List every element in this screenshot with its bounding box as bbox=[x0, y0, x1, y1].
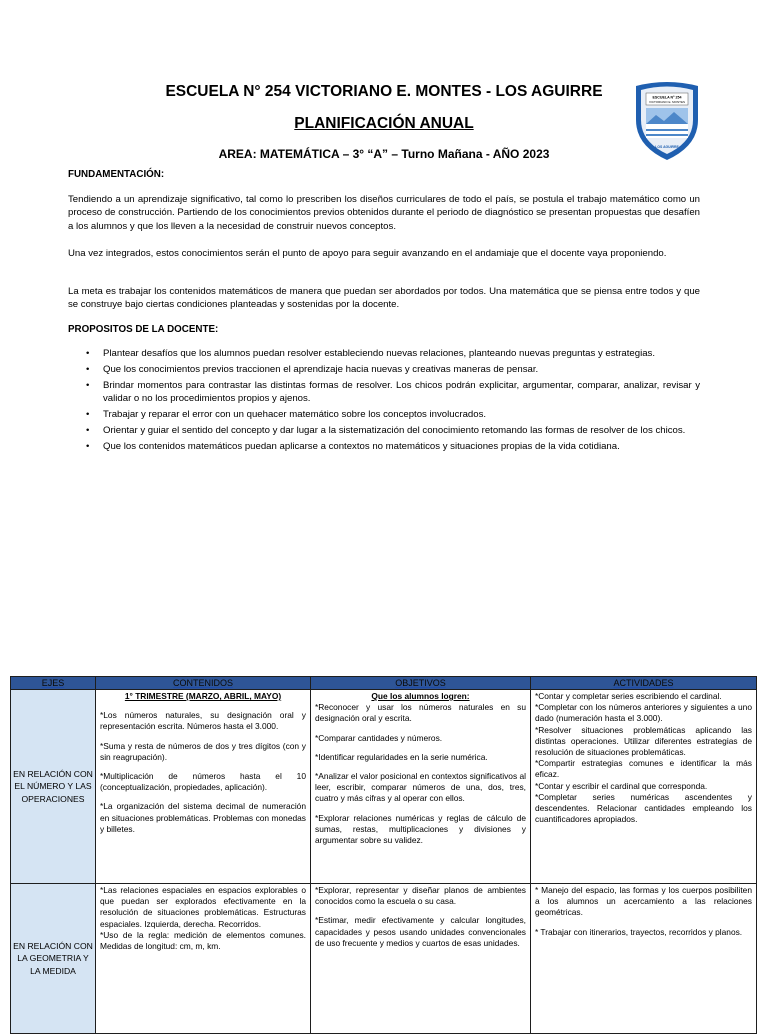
svg-text:LOS AGUIRRE: LOS AGUIRRE bbox=[655, 145, 679, 149]
header-ejes: EJES bbox=[11, 677, 96, 690]
objetivo-item: *Identificar regularidades en la serie numérica. bbox=[315, 751, 488, 762]
objetivo-item: *Reconocer y usar los números naturales en su designación oral y escrita. bbox=[315, 702, 526, 724]
actividad-item: *Resolver situaciones problemáticas aplicando las distintas operaciones. Utilizar diferentes estrategias de resolución de situaciones problemáticas. bbox=[535, 724, 752, 758]
table-row bbox=[11, 884, 757, 1034]
fundamentacion-paragraph-1: Tendiendo a un aprendizaje significativo, tal como lo prescriben los diseños curriculares de todo el país, se postula el trabajo matemático como un proceso de construcción. Partiendo de los conocimientos previos obtenidos durante el periodo de diagnóstico se presentan propuestas que desafíen a los alumnos y que los lleven a la necesidad de construir nuevos conceptos. bbox=[68, 194, 700, 232]
objetivos-heading: Que los alumnos logren: bbox=[371, 691, 470, 701]
list-item: • Que los conocimientos previos traccionen el aprendizaje hacia nuevas y creativas maneras de pensar. bbox=[68, 363, 700, 376]
eje-numero: EN RELACIÓN CON EL NÚMERO Y LAS OPERACIONES bbox=[11, 690, 96, 884]
objetivo-item: *Comparar cantidades y números. bbox=[315, 732, 443, 743]
actividades-cell bbox=[531, 884, 757, 1034]
header-actividades: ACTIVIDADES bbox=[531, 677, 757, 690]
actividad-item: *Contar y completar series escribiendo el cardinal. bbox=[535, 691, 722, 701]
contenido-item: *Los números naturales, su designación oral y representación escrita. Números hasta el 3.000. bbox=[100, 710, 306, 732]
list-item: • Plantear desafíos que los alumnos puedan resolver estableciendo nuevas relaciones, planteando nuevas preguntas y estrategias. bbox=[68, 347, 700, 360]
actividad-item: *Completar series numéricas ascendentes y descendentes. Relacionar cantidades empleando los cuantificadores apropiados. bbox=[535, 791, 752, 825]
actividad-item: *Completar con los números anteriores y siguientes a uno dado (numeración hasta el 3.000). bbox=[535, 702, 752, 724]
list-item: • Que los contenidos matemáticos puedan aplicarse a contextos no matemáticos y situaciones propias de la vida cotidiana. bbox=[68, 440, 700, 453]
eje-geometria: EN RELACIÓN CON LA GEOMETRIA Y LA MEDIDA bbox=[11, 884, 96, 1034]
svg-text:VICTORIANO E. MONTES: VICTORIANO E. MONTES bbox=[649, 100, 685, 104]
contenido-item: *Uso de la regla: medición de elementos comunes. Medidas de longitud: cm, m, km. bbox=[100, 929, 306, 952]
planning-table bbox=[10, 676, 757, 1034]
contenido-item: *Las relaciones espaciales en espacios explorables o que puedan ser explorados efectivamente en la resolución de situaciones problemáticas. Estructuras espaciales. Izquierda, derecha. Recorridos. bbox=[100, 885, 306, 929]
objetivo-item: *Estimar, medir efectivamente y calcular longitudes, capacidades y pesos usando unidades convencionales de uso frecuente y medios y cuartos de esas unidades. bbox=[315, 915, 526, 948]
objetivo-item: *Analizar el valor posicional en contextos significativos al leer, escribir, comparar números de una, dos, tres, cuatro y más cifras y al operar con ellos. bbox=[315, 771, 526, 804]
objetivo-item: *Explorar relaciones numéricas y reglas de cálculo de sumas, restas, multiplicaciones y divisiones y argumentar sobre su validez. bbox=[315, 812, 526, 846]
propositos-heading: PROPOSITOS DE LA DOCENTE: bbox=[68, 324, 219, 335]
list-item: • Orientar y guiar el sentido del concepto y dar lugar a la sistematización del conocimiento retomando las formas de resolver de los chicos. bbox=[68, 424, 700, 437]
table-row bbox=[11, 690, 757, 884]
svg-text:ESCUELA Nº 254: ESCUELA Nº 254 bbox=[652, 95, 682, 100]
contenidos-cell bbox=[96, 690, 311, 884]
header-contenidos: CONTENIDOS bbox=[96, 677, 311, 690]
actividad-item: * Trabajar con itinerarios, trayectos, recorridos y planos. bbox=[535, 926, 743, 937]
fundamentacion-paragraph-3: La meta es trabajar los contenidos matemáticos de manera que puedan ser abordados por todos. Una matemática que se piensa entre todos y que se construye bajo ciertas condiciones planteadas y sostenidas por la docente. bbox=[68, 286, 700, 311]
objetivos-cell bbox=[311, 884, 531, 1034]
header-objetivos: OBJETIVOS bbox=[311, 677, 531, 690]
objetivo-item: *Explorar, representar y diseñar planos de ambientes conocidos como la escuela o su casa. bbox=[315, 885, 526, 907]
list-item: • Trabajar y reparar el error con un quehacer matemático sobre los conceptos involucrados. bbox=[68, 408, 700, 421]
school-crest-logo bbox=[632, 80, 702, 162]
area-subtitle: AREA: MATEMÁTICA – 3° “A” – Turno Mañana - AÑO 2023 bbox=[218, 147, 550, 161]
contenido-item: *Suma y resta de números de dos y tres dígitos (con y sin reagrupación). bbox=[100, 740, 306, 762]
actividad-item: * Manejo del espacio, las formas y los cuerpos posibiliten a los alumnos un acercamiento a las relaciones geométricas. bbox=[535, 885, 752, 918]
actividad-item: *Contar y escribir el cardinal que corresponda. bbox=[535, 780, 708, 791]
actividad-item: *Compartir estrategias comunes e identificar la más eficaz. bbox=[535, 758, 752, 780]
contenido-item: *Multiplicación de números hasta el 10 (conceptualización, propiedades, aplicación). bbox=[100, 771, 306, 793]
table-header-row bbox=[11, 677, 757, 690]
contenidos-cell bbox=[96, 884, 311, 1034]
trimestre-heading: 1° TRIMESTRE (MARZO, ABRIL, MAYO) bbox=[124, 691, 282, 701]
propositos-list bbox=[68, 347, 700, 456]
school-name: ESCUELA N° 254 VICTORIANO E. MONTES - LOS AGUIRRE bbox=[165, 83, 603, 100]
fundamentacion-paragraph-2: Una vez integrados, estos conocimientos serán el punto de apoyo para seguir avanzando en el andamiaje que el docente vaya proponiendo. bbox=[68, 248, 667, 259]
contenido-item: *La organización del sistema decimal de numeración en situaciones problemáticas. Problemas con monedas y billetes. bbox=[100, 801, 306, 834]
objetivos-cell bbox=[311, 690, 531, 884]
actividades-cell bbox=[531, 690, 757, 884]
document-title: PLANIFICACIÓN ANUAL bbox=[294, 115, 474, 132]
list-item: • Brindar momentos para contrastar las distintas formas de resolver. Los chicos podrán explicitar, argumentar, comparar, analizar, revisar y validar o no los procedimientos propios y ajenos. bbox=[68, 379, 700, 406]
fundamentacion-heading: FUNDAMENTACIÓN: bbox=[68, 169, 165, 180]
